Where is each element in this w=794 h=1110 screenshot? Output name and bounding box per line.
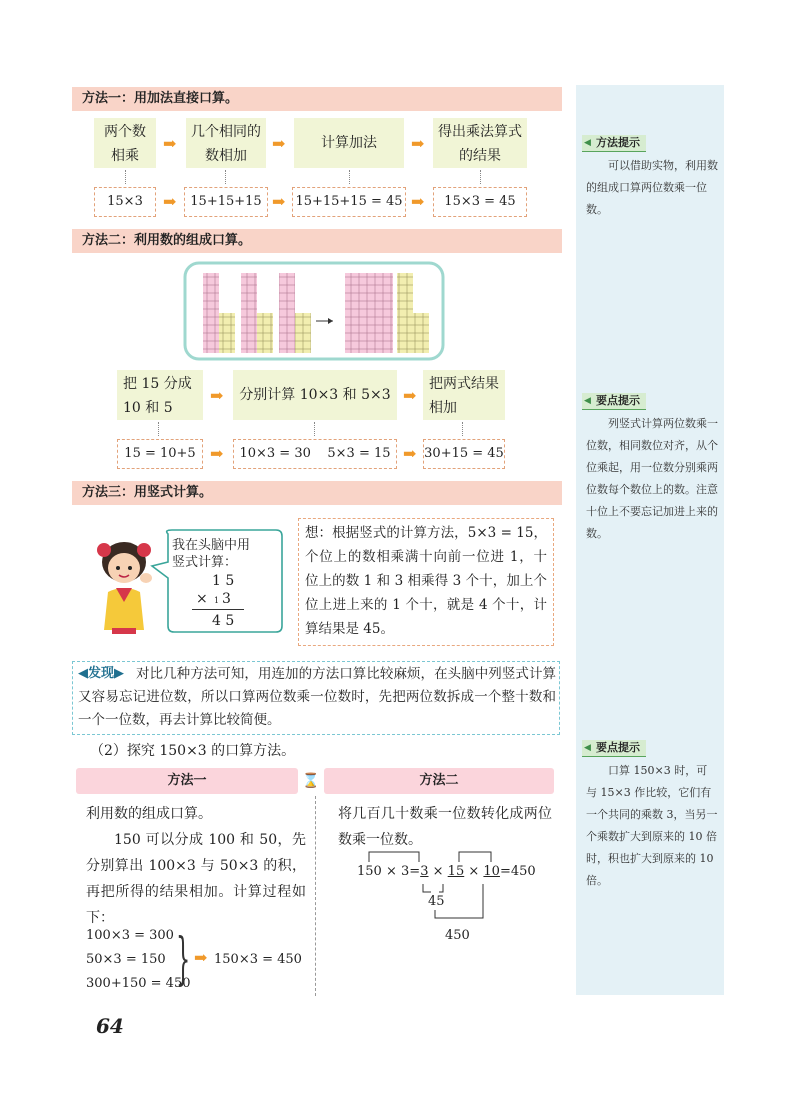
tip-label-key1: ◀ 要点提示: [582, 393, 646, 410]
dotted-connector: [314, 422, 317, 436]
arrow-icon: ➡: [403, 386, 417, 405]
eq-result: =450: [499, 864, 536, 879]
m2-example2: 10×3 = 30 5×3 = 15: [233, 439, 397, 469]
m1-example2: 15+15+15: [184, 187, 268, 217]
dotted-connector: [158, 422, 161, 436]
dotted-connector: [125, 170, 128, 184]
col2-para: 将几百几十数乘一位数转化成两位数乘一位数。: [338, 806, 552, 848]
col1-eq2: 50×3 = 150: [86, 952, 166, 967]
arrow-icon: ➡: [210, 386, 224, 405]
vertical-calc-times: ×: [196, 591, 208, 607]
eq-15: 15: [447, 864, 465, 879]
arrow-icon: ➡: [411, 134, 425, 153]
m1-step4: 得出乘法算式的结果: [433, 118, 527, 168]
eq-150: 150: [357, 864, 382, 879]
m1-step1: 两个数相乘: [94, 118, 156, 168]
vertical-calc-top: 1 5: [212, 573, 235, 589]
discovery-label: ◀发现▶: [78, 666, 125, 681]
method2-title: 方法二：利用数的组成口算。: [72, 229, 562, 253]
tip-label-method: ◀ 方法提示: [582, 135, 646, 152]
m1-example3: 15+15+15 = 45: [292, 187, 406, 217]
arrow-icon: ➡: [194, 948, 208, 967]
col1-line1: 利用数的组成口算。: [86, 806, 212, 822]
m1-example1: 15×3: [94, 187, 156, 217]
col1-eq1: 100×3 = 300: [86, 928, 174, 943]
arrow-icon: ➡: [272, 134, 286, 153]
part2-title: （2）探究 150×3 的口算方法。: [90, 743, 296, 759]
dotted-connector: [225, 170, 228, 184]
eq-times: ×: [385, 864, 397, 879]
arrow-icon: ➡: [411, 192, 425, 211]
m2-step3: 把两式结果相加: [423, 370, 505, 420]
eq-times: ×: [432, 864, 444, 879]
col2-sub2: 450: [445, 928, 470, 943]
vertical-calc-result: 4 5: [212, 613, 235, 629]
dotted-connector: [480, 170, 483, 184]
col1-para: 150 可以分成 100 和 50，先分别算出 100×3 与 50×3 的积，再把所得的结果相加。计算过程如下：: [86, 832, 306, 926]
tip-label-key2: ◀ 要点提示: [582, 740, 646, 757]
brace-icon: }: [176, 927, 191, 992]
tip-text-key1: 列竖式计算两位数乘一位数，相同数位对齐，从个位乘起，用一位数分别乘两位数每个数位上的数。注意十位上不要忘记加进上来的数。: [586, 417, 718, 540]
col1-header: 方法一: [76, 768, 298, 794]
page-number: 64: [96, 1014, 124, 1038]
column-divider: [315, 796, 316, 996]
equation-connectors: [355, 850, 505, 930]
bubble-text-line1: 我在头脑中用: [172, 538, 251, 553]
discovery-text: 对比几种方法可知，用连加的方法口算比较麻烦，在头脑中列竖式计算又容易忘记进位数，所以口算两位数乘一位数时，先把两位数拆成一个整十数和一个一位数，再去计算比较简便。: [78, 666, 556, 728]
method1-title: 方法一：用加法直接口算。: [72, 87, 562, 111]
eq-3b: 3: [420, 864, 429, 879]
col1-eq3: 300+150 = 450: [86, 976, 191, 991]
tip-text-key2: 口算 150×3 时，可与 15×3 作比较，它们有一个共同的乘数 3，当另一个乘数扩大到原来的 10 倍时，积也扩大到原来的 10 倍。: [586, 764, 718, 887]
arrow-icon: ➡: [403, 444, 417, 463]
bubble-text-line2: 竖式计算：: [172, 555, 238, 570]
eq-times: ×: [468, 864, 480, 879]
m2-example1: 15 = 10+5: [117, 439, 203, 469]
eq-10: 10: [483, 864, 500, 879]
m2-example3: 30+15 = 45: [423, 439, 505, 469]
m1-step3: 计算加法: [294, 118, 404, 168]
arrow-icon: ➡: [163, 192, 177, 211]
m1-step2: 几个相同的数相加: [186, 118, 266, 168]
eq-3: 3: [401, 864, 410, 879]
m2-step1: 把 15 分成10 和 5: [117, 370, 203, 420]
think-box: 想：根据竖式的计算方法，5×3 = 15，个位上的数相乘满十向前一位进 1，十位上的数 1 和 3 相乘得 3 个十，加上个位上进上来的 1 个十，就是 4 个十，计算结果是 45。: [298, 518, 554, 646]
m1-example4: 15×3 = 45: [433, 187, 527, 217]
vertical-calc-bottom: 3: [222, 591, 231, 607]
blocks-illustration: [183, 261, 445, 361]
arrow-icon: ➡: [272, 192, 286, 211]
tip-text-method: 可以借助实物，利用数的组成口算两位数乘一位数。: [586, 159, 718, 216]
dotted-connector: [462, 422, 465, 436]
vertical-calc-carry: 1: [214, 596, 220, 605]
arrow-icon: ➡: [163, 134, 177, 153]
vertical-calc-line: [192, 609, 244, 610]
arrow-icon: ➡: [210, 444, 224, 463]
dotted-connector: [349, 170, 352, 184]
method3-title: 方法三：用竖式计算。: [72, 481, 562, 505]
col2-header: 方法二: [324, 768, 554, 794]
eq-equals: =: [409, 864, 421, 879]
col2-sub1: 45: [428, 894, 445, 909]
m2-step2: 分别计算 10×3 和 5×3: [233, 370, 397, 420]
col1-result: 150×3 = 450: [214, 952, 302, 967]
hourglass-icon: ⌛: [302, 773, 320, 789]
